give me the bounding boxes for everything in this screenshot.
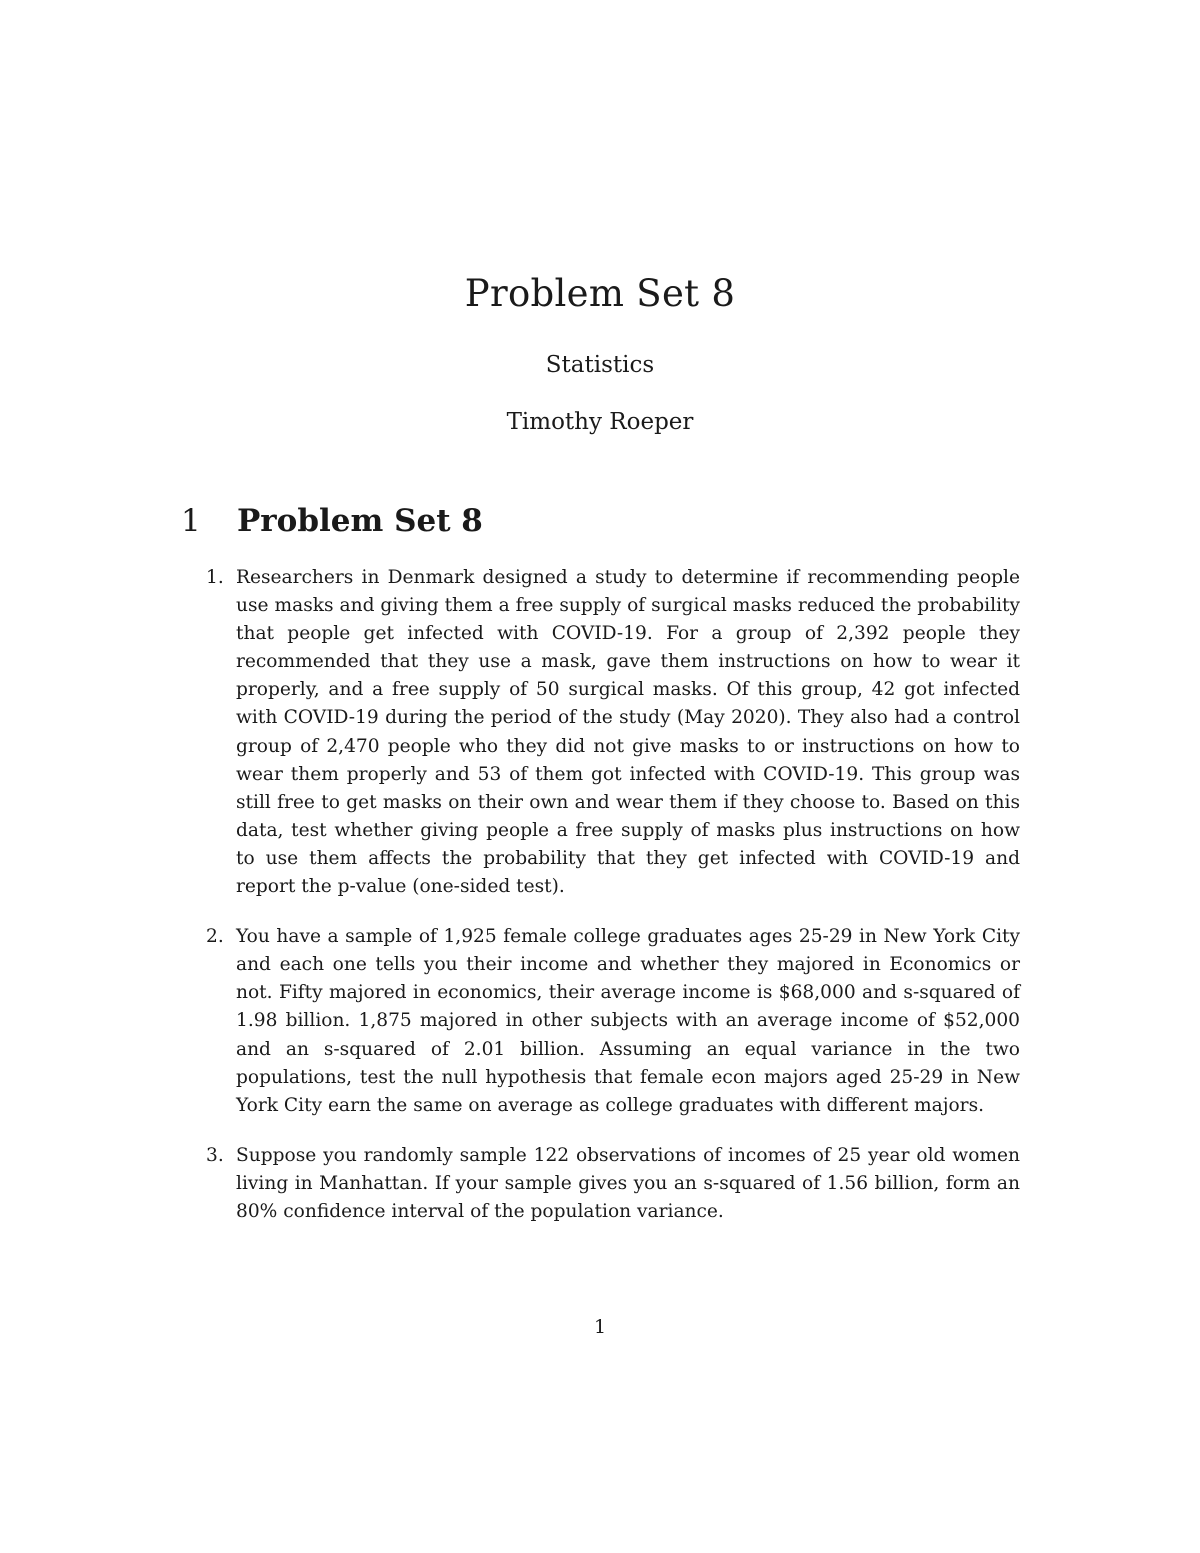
problem-item-3 — [203, 1142, 1020, 1226]
document-title: Problem Set 8 — [464, 272, 736, 315]
section-number: 1 — [181, 503, 201, 539]
problem-item-1 — [203, 564, 1020, 901]
problem-number: 1. — [206, 567, 224, 588]
problem-item-2 — [203, 923, 1020, 1120]
problem-text: Suppose you randomly sample 122 observations of incomes of 25 year old women living in Manhattan. If your sample gives you an s-squared of 1.56 billion, form an 80% confidence interval of the population variance. — [236, 1144, 1020, 1222]
problem-list — [203, 564, 1020, 1248]
section-title: Problem Set 8 — [237, 503, 483, 539]
problem-text: Researchers in Denmark designed a study to determine if recommending people use masks and giving them a free supply of surgical masks reduced the probability that people get infected with COVID-19. For a group of 2,392 people they recommended that they use a mask, gave them instructions on how to wear it properly, and a free supply of 50 surgical masks. Of this group, 42 got infected with COVID-19 during the period of the study (May 2020). They also had a control group of 2,470 people who they did not give masks to or instructions on how to wear them properly and 53 of them got infected with COVID-19. This group was still free to get masks on their own and wear them if they choose to. Based on this data, test whether giving people a free supply of masks plus instructions on how to use them affects the probability that they get infected with COVID-19 and report the p-value (one-sided test). — [236, 567, 1020, 898]
section-heading — [181, 498, 483, 544]
document-author: Timothy Roeper — [506, 409, 694, 435]
problem-number: 3. — [206, 1144, 224, 1166]
problem-number: 2. — [206, 926, 224, 948]
document-subtitle: Statistics — [545, 352, 655, 378]
page-number: 1 — [593, 1316, 607, 1338]
problem-text: You have a sample of 1,925 female college graduates ages 25-29 in New York City and each one tells you their income and whether they majored in Economics or not. Fifty majored in economics, their average income is $68,000 and s-squared of 1.98 billion. 1,875 majored in other subjects with an average income of $52,000 and an s-squared of 2.01 billion. Assuming an equal variance in the two populations, test the null hypothesis that female econ majors aged 25-29 in New York City earn the same on average as college graduates with different majors. — [236, 926, 1020, 1116]
